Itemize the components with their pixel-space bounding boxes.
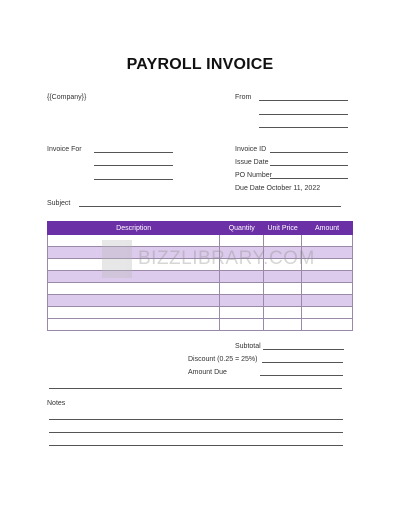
from-line-1[interactable] xyxy=(259,100,348,101)
table-row xyxy=(48,283,353,295)
company-placeholder: {{Company}} xyxy=(47,94,87,101)
cell[interactable] xyxy=(48,283,220,295)
amount-due-line[interactable] xyxy=(260,375,343,376)
document-icon xyxy=(102,240,132,278)
invoice-for-line-1[interactable] xyxy=(94,152,173,153)
notes-line-3[interactable] xyxy=(49,445,343,446)
subject-label: Subject xyxy=(47,200,71,207)
cell[interactable] xyxy=(302,307,353,319)
invoice-for-line-2[interactable] xyxy=(94,165,173,166)
invoice-for-label: Invoice For xyxy=(47,146,82,153)
po-number-label: PO Number xyxy=(235,172,272,179)
cell[interactable] xyxy=(302,235,353,247)
notes-label: Notes xyxy=(47,400,66,407)
subtotal-line[interactable] xyxy=(263,349,344,350)
cell[interactable] xyxy=(264,319,302,331)
separator-line xyxy=(49,388,342,389)
invoice-id-line[interactable] xyxy=(270,152,348,153)
discount-line[interactable] xyxy=(262,362,343,363)
cell[interactable] xyxy=(302,271,353,283)
issue-date-line[interactable] xyxy=(270,165,348,166)
cell[interactable] xyxy=(48,307,220,319)
document-title: PAYROLL INVOICE xyxy=(126,56,274,73)
table-row xyxy=(48,295,353,307)
cell[interactable] xyxy=(48,319,220,331)
invoice-id-label: Invoice ID xyxy=(235,146,267,153)
issue-date-label: Issue Date xyxy=(235,159,269,166)
po-number-line[interactable] xyxy=(270,178,348,179)
cell[interactable] xyxy=(264,295,302,307)
header-description: Description xyxy=(48,222,220,235)
from-line-3[interactable] xyxy=(259,127,348,128)
discount-label: Discount (0.25 = 25%) xyxy=(188,356,258,363)
from-label: From xyxy=(235,94,252,101)
table-header-row xyxy=(48,222,353,235)
subject-line[interactable] xyxy=(79,206,341,207)
due-date-label: Due Date xyxy=(235,185,265,192)
cell[interactable] xyxy=(302,319,353,331)
due-date-row xyxy=(235,185,320,192)
amount-due-label: Amount Due xyxy=(188,369,227,376)
cell[interactable] xyxy=(302,295,353,307)
cell[interactable] xyxy=(302,283,353,295)
from-line-2[interactable] xyxy=(259,114,348,115)
watermark xyxy=(102,240,315,280)
table-row xyxy=(48,319,353,331)
header-quantity: Quantity xyxy=(220,222,264,235)
watermark-text: BIZZLIBRARY.COM xyxy=(138,248,315,269)
notes-line-2[interactable] xyxy=(49,432,343,433)
cell[interactable] xyxy=(48,295,220,307)
cell[interactable] xyxy=(220,283,264,295)
cell[interactable] xyxy=(220,295,264,307)
cell[interactable] xyxy=(220,307,264,319)
cell[interactable] xyxy=(264,283,302,295)
header-unit-price: Unit Price xyxy=(264,222,302,235)
invoice-for-line-3[interactable] xyxy=(94,179,173,180)
due-date-value: October 11, 2022 xyxy=(266,185,321,192)
header-amount: Amount xyxy=(302,222,353,235)
notes-line-1[interactable] xyxy=(49,419,343,420)
cell[interactable] xyxy=(264,307,302,319)
subtotal-label: Subtotal xyxy=(235,343,261,350)
table-row xyxy=(48,307,353,319)
cell[interactable] xyxy=(220,319,264,331)
